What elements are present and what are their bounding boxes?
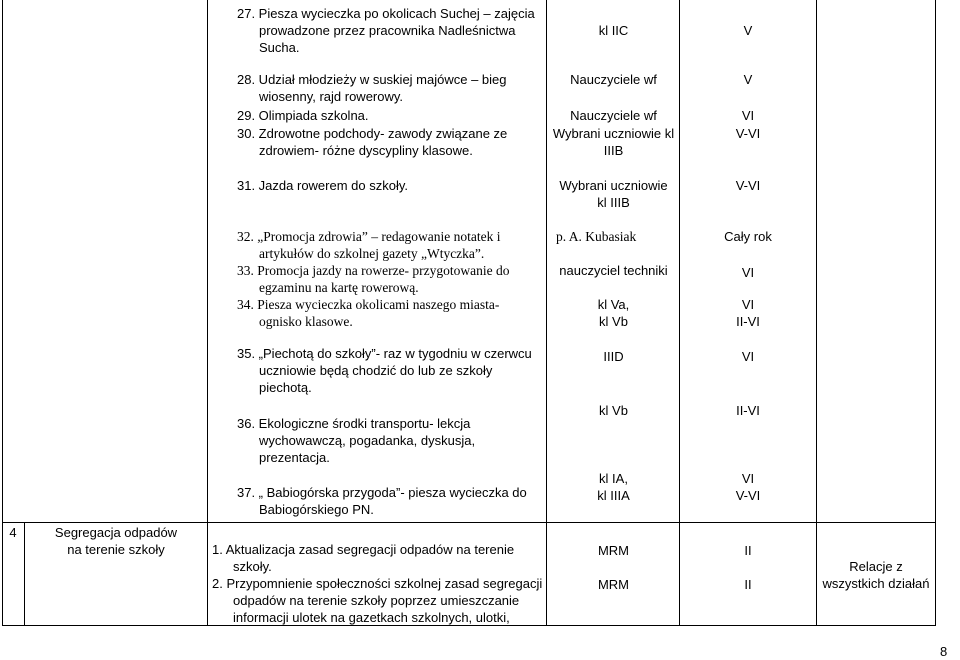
term-text: V: [743, 72, 753, 87]
notes-text: wszystkich działań: [822, 576, 930, 591]
item-text: 31. Jazda rowerem do szkoły.: [237, 178, 408, 193]
term-text: VI: [741, 265, 755, 280]
item-text: wiosenny, rajd rowerowy.: [259, 89, 404, 104]
term-text: VI: [741, 108, 755, 123]
term-text: V-VI: [735, 178, 761, 193]
item-text: piechotą.: [259, 380, 312, 395]
responsible-text: MRM: [597, 543, 630, 558]
item-text: Babiogórskiego PN.: [259, 502, 374, 517]
item-text: artykułów do szkolnej gazety „Wtyczka”.: [259, 246, 485, 261]
responsible-text: MRM: [597, 577, 630, 592]
item-text: uczniowie będą chodzić do lub ze szkoły: [259, 363, 493, 378]
term-text: II: [744, 543, 752, 558]
page-number: 8: [940, 644, 948, 659]
term-text: V-VI: [735, 488, 761, 503]
item-text: 27. Piesza wycieczka po okolicach Suchej – zajęcia: [237, 6, 535, 21]
responsible-text: Nauczyciele wf: [570, 72, 657, 87]
term-text: VI: [741, 349, 755, 364]
responsible-text: kl Vb: [599, 314, 628, 329]
item-text: egzaminu na kartę rowerową.: [259, 280, 419, 295]
term-text: II-VI: [736, 314, 760, 329]
term-text: VI: [741, 471, 755, 486]
item-text: 28. Udział młodzieży w suskiej majówce – bieg: [237, 72, 507, 87]
item-text: 2. Przypomnienie społeczności szkolnej zasad segregacji: [212, 576, 543, 591]
responsible-text: IIIB: [603, 143, 624, 158]
item-text: ognisko klasowe.: [259, 314, 353, 329]
responsible-text: Wybrani uczniowie: [559, 178, 668, 193]
responsible-text: Wybrani uczniowie kl: [552, 126, 675, 141]
task-title: na terenie szkoły: [67, 542, 165, 557]
table-divider-col2: [207, 0, 208, 625]
item-text: zdrowiem- różne dyscypliny klasowe.: [259, 143, 473, 158]
item-text: 30. Zdrowotne podchody- zawody związane ze: [237, 126, 508, 141]
item-text: odpadów na terenie szkoły poprzez umieszczanie: [233, 593, 520, 608]
table-divider-col5: [816, 0, 817, 625]
item-text: 29. Olimpiada szkolna.: [237, 108, 369, 123]
task-title: Segregacja odpadów: [54, 525, 178, 540]
table-row-separator: [2, 522, 936, 523]
item-text: szkoły.: [233, 559, 272, 574]
responsible-text: kl IIIB: [597, 195, 630, 210]
responsible-text: p. A. Kubasiak: [556, 229, 637, 244]
item-text: 32. „Promocja zdrowia” – redagowanie notatek i: [237, 229, 501, 244]
item-text: prezentacja.: [259, 450, 330, 465]
item-text: 36. Ekologiczne środki transportu- lekcja: [237, 416, 471, 431]
item-text: 35. „Piechotą do szkoły”- raz w tygodniu w czerwcu: [237, 346, 532, 361]
responsible-text: nauczyciel techniki: [559, 263, 668, 278]
term-text: V-VI: [735, 126, 761, 141]
item-text: wychowawczą, pogadanka, dyskusja,: [259, 433, 476, 448]
term-text: VI: [741, 297, 755, 312]
item-text: informacji ulotek na gazetkach szkolnych, ulotki,: [233, 610, 510, 625]
term-text: II: [744, 577, 752, 592]
term-text: Cały rok: [724, 229, 772, 244]
item-text: prowadzone przez pracownika Nadleśnictwa: [259, 23, 516, 38]
item-text: 37. „ Babiogórska przygoda”- piesza wycieczka do: [237, 485, 527, 500]
item-text: 1. Aktualizacja zasad segregacji odpadów na terenie: [212, 542, 515, 557]
responsible-text: kl IIC: [598, 23, 629, 38]
responsible-text: Nauczyciele wf: [570, 108, 657, 123]
responsible-text: IIID: [603, 349, 624, 364]
responsible-text: kl IIIA: [597, 488, 630, 503]
responsible-text: kl Va,: [597, 297, 630, 312]
item-text: 33. Promocja jazdy na rowerze- przygotowanie do: [237, 263, 510, 278]
term-text: II-VI: [736, 403, 760, 418]
responsible-text: kl IA,: [599, 471, 628, 486]
row-number: 4: [9, 525, 17, 540]
item-text: 34. Piesza wycieczka okolicami naszego miasta-: [237, 297, 500, 312]
item-text: Sucha.: [259, 40, 300, 55]
notes-text: Relacje z: [849, 559, 903, 574]
term-text: V: [743, 23, 753, 38]
table-border-right: [935, 0, 936, 625]
responsible-text: kl Vb: [599, 403, 628, 418]
